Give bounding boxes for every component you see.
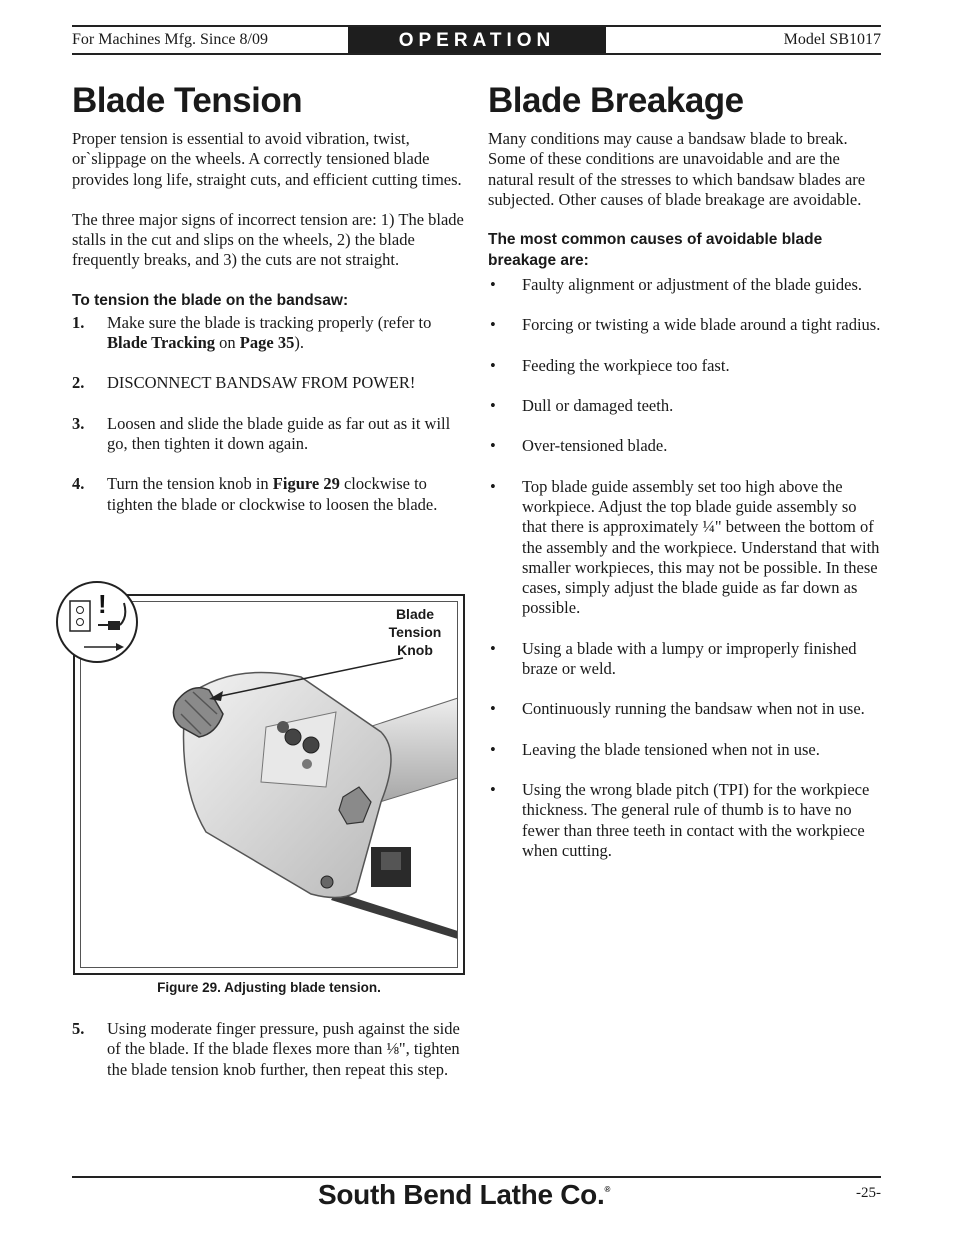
step-text: Make sure the blade is tracking properly (refer to bbox=[107, 312, 432, 332]
tension-steps-list-continued bbox=[72, 1019, 467, 1080]
cause-text: Dull or damaged teeth. bbox=[522, 396, 674, 416]
trademark-symbol: ® bbox=[604, 1185, 611, 1194]
step-figure-reference: Figure 29 bbox=[272, 474, 340, 494]
housing-screw bbox=[321, 876, 333, 888]
bullet: • bbox=[490, 315, 496, 335]
step-item bbox=[72, 313, 467, 354]
unplug-warning-graphic bbox=[58, 583, 136, 661]
step-number: 2. bbox=[72, 373, 85, 393]
step-number: 1. bbox=[72, 312, 85, 332]
cause-item bbox=[488, 477, 882, 619]
unplug-warning-icon bbox=[56, 581, 138, 663]
brand-name: South Bend Lathe Co. bbox=[318, 1179, 605, 1210]
tension-procedure-heading: To tension the blade on the bandsaw: bbox=[72, 291, 349, 309]
step-text: DISCONNECT BANDSAW FROM POWER! bbox=[107, 373, 416, 393]
bullet: • bbox=[490, 275, 496, 295]
cause-text: Faulty alignment or adjustment of the blade guides. bbox=[522, 275, 863, 295]
label-line: Blade bbox=[395, 606, 435, 622]
cause-item bbox=[488, 315, 882, 335]
step-number: 4. bbox=[72, 474, 85, 494]
step-text: Using moderate finger pressure, push against the side of the blade. If the blade flexes more than ⅛", tighten the blade tension knob further, then repeat this step. bbox=[107, 1019, 460, 1079]
bullet: • bbox=[490, 699, 496, 719]
plug-cord bbox=[120, 603, 125, 625]
page-number: -25- bbox=[856, 1185, 881, 1201]
step-text: ). bbox=[294, 333, 304, 353]
step-number: 5. bbox=[72, 1019, 85, 1038]
saw-blade bbox=[331, 892, 458, 940]
step-item bbox=[72, 414, 467, 455]
cause-item bbox=[488, 780, 882, 861]
cause-text: Continuously running the bandsaw when not in use. bbox=[522, 699, 865, 719]
bullet: • bbox=[490, 396, 496, 416]
bearing-roller bbox=[277, 721, 289, 733]
blade-guide-detail bbox=[381, 852, 401, 870]
step-item bbox=[72, 1019, 467, 1080]
tension-intro-paragraph: Proper tension is essential to avoid vibration, twist, or`slippage on the wheels. A correctly tensioned blade provides long life, straight cuts, and efficient cutting times. bbox=[72, 129, 462, 189]
step-item bbox=[72, 474, 467, 515]
cause-text: Leaving the blade tensioned when not in use. bbox=[522, 739, 820, 759]
step-text: clockwise to tighten the blade or clockwise to loosen the blade. bbox=[107, 474, 438, 514]
step-text: Turn the tension knob in bbox=[107, 474, 273, 494]
step-reference: Blade Tracking bbox=[107, 333, 216, 353]
cause-text: Forcing or twisting a wide blade around a tight radius. bbox=[522, 315, 881, 335]
bullet: • bbox=[490, 476, 496, 496]
cause-text: Feeding the workpiece too fast. bbox=[522, 355, 730, 375]
cause-item bbox=[488, 275, 882, 295]
cause-item bbox=[488, 639, 882, 680]
figure-29-caption: Figure 29. Adjusting blade tension. bbox=[157, 980, 381, 995]
header-machines-note: For Machines Mfg. Since 8/09 bbox=[72, 31, 268, 48]
breakage-intro-paragraph: Many conditions may cause a bandsaw blade to break. Some of these conditions are unavoidable and are the natural result of the stresses to which bandsaw blades are subjected. Other causes of blade breakage are avoidable. bbox=[488, 129, 866, 209]
blade-tension-title: Blade Tension bbox=[72, 81, 303, 120]
label-line: Knob bbox=[397, 642, 433, 658]
step-number: 3. bbox=[72, 413, 85, 433]
cause-text: Using the wrong blade pitch (TPI) for the workpiece thickness. The general rule of thumb is to have no fewer than three teeth in contact with the workpiece when cutting. bbox=[522, 779, 870, 860]
tension-steps-list bbox=[72, 313, 467, 515]
power-plug-icon bbox=[108, 621, 120, 630]
bearing-roller bbox=[302, 759, 312, 769]
brand-logo bbox=[318, 1179, 610, 1211]
bullet: • bbox=[490, 739, 496, 759]
cause-text: Using a blade with a lumpy or improperly finished braze or weld. bbox=[522, 638, 857, 679]
wall-outlet-icon bbox=[70, 601, 90, 631]
unplug-arrowhead bbox=[116, 643, 124, 651]
step-page-reference: Page 35 bbox=[239, 333, 295, 353]
step-item bbox=[72, 373, 467, 393]
blade-breakage-column bbox=[488, 80, 882, 861]
header-model: Model SB1017 bbox=[783, 31, 881, 48]
cause-item bbox=[488, 436, 882, 456]
blade-tension-knob-label bbox=[370, 605, 460, 659]
cause-item bbox=[488, 699, 882, 719]
cause-item bbox=[488, 740, 882, 760]
cause-item bbox=[488, 396, 882, 416]
causes-list bbox=[488, 275, 882, 861]
cause-text: Top blade guide assembly set too high above the workpiece. Adjust the top blade guide assembly so that there is approximately ¼" between the bottom of the assembly and the workpiece. Understand that with smaller workpieces, this may not be possible. In these cases, simply adjust the blade guide as far down as possible. bbox=[522, 476, 880, 618]
blade-breakage-title: Blade Breakage bbox=[488, 81, 744, 120]
exclamation-icon: ! bbox=[98, 589, 107, 619]
bearing-roller bbox=[303, 737, 319, 753]
cause-text: Over-tensioned blade. bbox=[522, 436, 668, 456]
step-text: on bbox=[215, 333, 240, 353]
bullet: • bbox=[490, 436, 496, 456]
cause-item bbox=[488, 356, 882, 376]
label-line: Tension bbox=[388, 624, 442, 640]
bullet: • bbox=[490, 779, 496, 799]
footer-rule bbox=[72, 1176, 881, 1178]
tension-signs-paragraph: The three major signs of incorrect tension are: 1) The blade stalls in the cut and slips on the wheels, 2) the blade frequently breaks, and 3) the cuts are not straight. bbox=[72, 209, 464, 270]
bullet: • bbox=[490, 355, 496, 375]
bullet: • bbox=[490, 638, 496, 658]
section-banner: OPERATION bbox=[348, 27, 606, 53]
header-bottom-rule bbox=[72, 53, 881, 55]
causes-heading: The most common causes of avoidable blade breakage are: bbox=[488, 231, 823, 270]
blade-tension-column bbox=[72, 80, 467, 515]
step-text: Loosen and slide the blade guide as far out as it will go, then tighten it down again. bbox=[107, 413, 451, 453]
bearing-roller bbox=[285, 729, 301, 745]
